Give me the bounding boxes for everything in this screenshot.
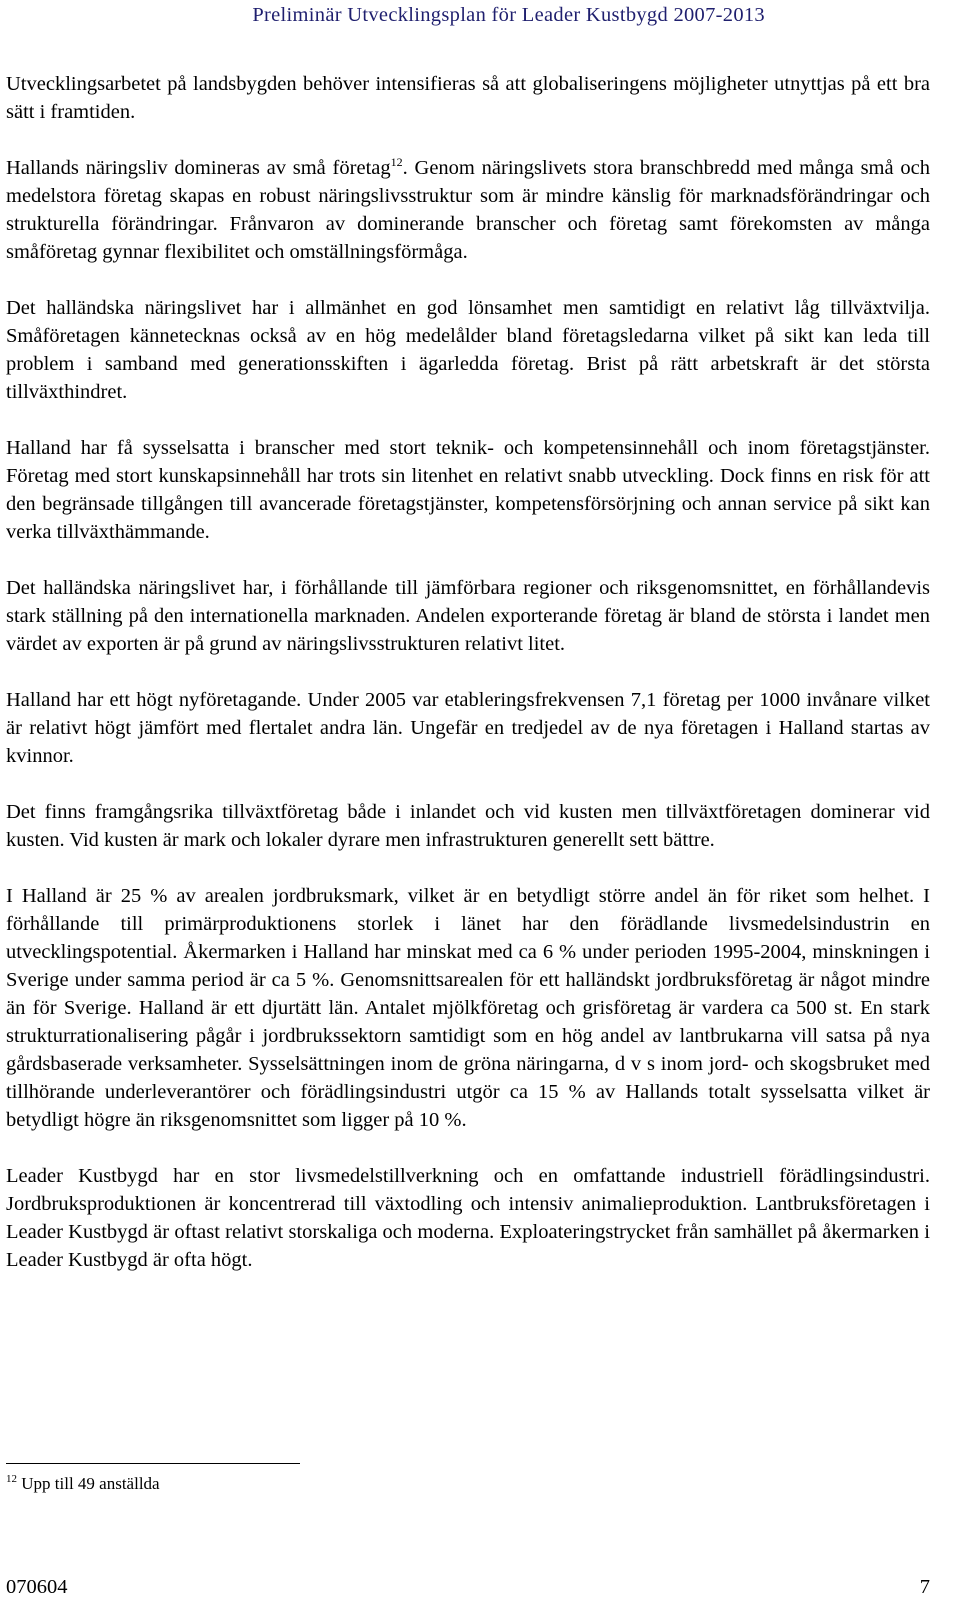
paragraph-2-rest: . Genom näringslivets stora branschbredd med många små och medelstora företag skapas en robust näringslivsstruktur som är mindre känslig för marknadsförändringar och strukturella förändringar. Frånvaron av dominerande branscher och företag samt förekomsten av många småföretag gynnar flexibilitet och omställningsförmåga.	[6, 157, 930, 263]
header-title: Preliminär Utvecklingsplan för Leader Kustbygd 2007-2013	[252, 4, 765, 26]
footnote-text: Upp till 49 anställda	[21, 1474, 160, 1493]
paragraph-2	[6, 154, 930, 266]
paragraph-8: I Halland är 25 % av arealen jordbruksmark, vilket är en betydligt större andel än för riket som helhet. I förhållande till primärproduktionens storlek i länet har den förädlande livsmedelsindustrin en utvecklingspotential. Åkermarken i Halland har minskat med ca 6 % under perioden 1995-2004, minskningen i Sverige under samma period är ca 5 %. Genomsnittsarealen för ett halländskt jordbruksföretag är något mindre än för Sverige. Halland är ett djurtätt län. Antalet mjölkföretag och grisföretag är vardera ca 500 st. En stark strukturrationalisering pågår i jordbrukssektorn samtidigt som en hög andel av lantbrukarna vill satsa på nya gårdsbaserade verksamheter. Sysselsättningen inom de gröna näringarna, d v s inom jord- och skogsbruket med tillhörande underleverantörer och förädlingsindustri utgör ca 15 % av Hallands totalt sysselsatta vilket är betydligt högre än riksgenomsnittet som ligger på 10 %.	[6, 885, 930, 1131]
page-number: 7	[919, 1576, 930, 1598]
footnote-number: 12	[6, 1473, 17, 1485]
page-footer	[6, 1574, 930, 1600]
paragraph-2-lead: Hallands näringsliv domineras av små företag	[6, 157, 391, 179]
paragraph-6: Halland har ett högt nyföretagande. Under 2005 var etableringsfrekvensen 7,1 företag per 1000 invånare vilket är relativt högt jämfört med flertalet andra län. Ungefär en tredjedel av de nya företagen i Halland startas av kvinnor.	[6, 689, 930, 767]
paragraph-3: Det halländska näringslivet har i allmänhet en god lönsamhet men samtidigt en relativt låg tillväxtvilja. Småföretagen kännetecknas också av en hög medelålder bland företagsledarna vilket på sikt kan leda till problem i samband med generationsskiften i ägarledda företag. Brist på rätt arbetskraft är det största tillväxthindret.	[6, 297, 930, 403]
page-header	[0, 3, 960, 27]
body-text	[6, 70, 930, 1302]
footnote-reference[interactable]: 12	[390, 155, 403, 169]
footer-date: 070604	[6, 1576, 68, 1598]
paragraph-4: Halland har få sysselsatta i branscher med stort teknik- och kompetensinnehåll och inom företagstjänster. Företag med stort kunskapsinnehåll har trots sin litenhet en relativt snabb utveckling. Dock finns en risk för att den begränsade tillgången till avancerade företagstjänster, kompetensförsörjning och annan service på sikt kan verka tillväxthämmande.	[6, 437, 930, 543]
paragraph-9: Leader Kustbygd har en stor livsmedelstillverkning och en omfattande industriell förädlingsindustri. Jordbruksproduktionen är koncentrerad till växtodling och intensiv animalieproduktion. Lantbruksföretagen i Leader Kustbygd är oftast relativt storskaliga och moderna. Exploateringstrycket från samhället på åkermarken i Leader Kustbygd är ofta högt.	[6, 1165, 930, 1271]
paragraph-7: Det finns framgångsrika tillväxtföretag både i inlandet och vid kusten men tillväxtföretagen dominerar vid kusten. Vid kusten är mark och lokaler dyrare men infrastrukturen generellt sett bättre.	[6, 801, 930, 851]
footnote	[6, 1472, 160, 1496]
paragraph-5: Det halländska näringslivet har, i förhållande till jämförbara regioner och riksgenomsnittet, en förhållandevis stark ställning på den internationella marknaden. Andelen exporterande företag är bland de största i landet men värdet av exporten är på grund av näringslivsstrukturen relativt litet.	[6, 577, 930, 655]
footnote-divider	[6, 1463, 300, 1464]
paragraph-1: Utvecklingsarbetet på landsbygden behöver intensifieras så att globaliseringens möjligheter utnyttjas på ett bra sätt i framtiden.	[6, 73, 930, 123]
